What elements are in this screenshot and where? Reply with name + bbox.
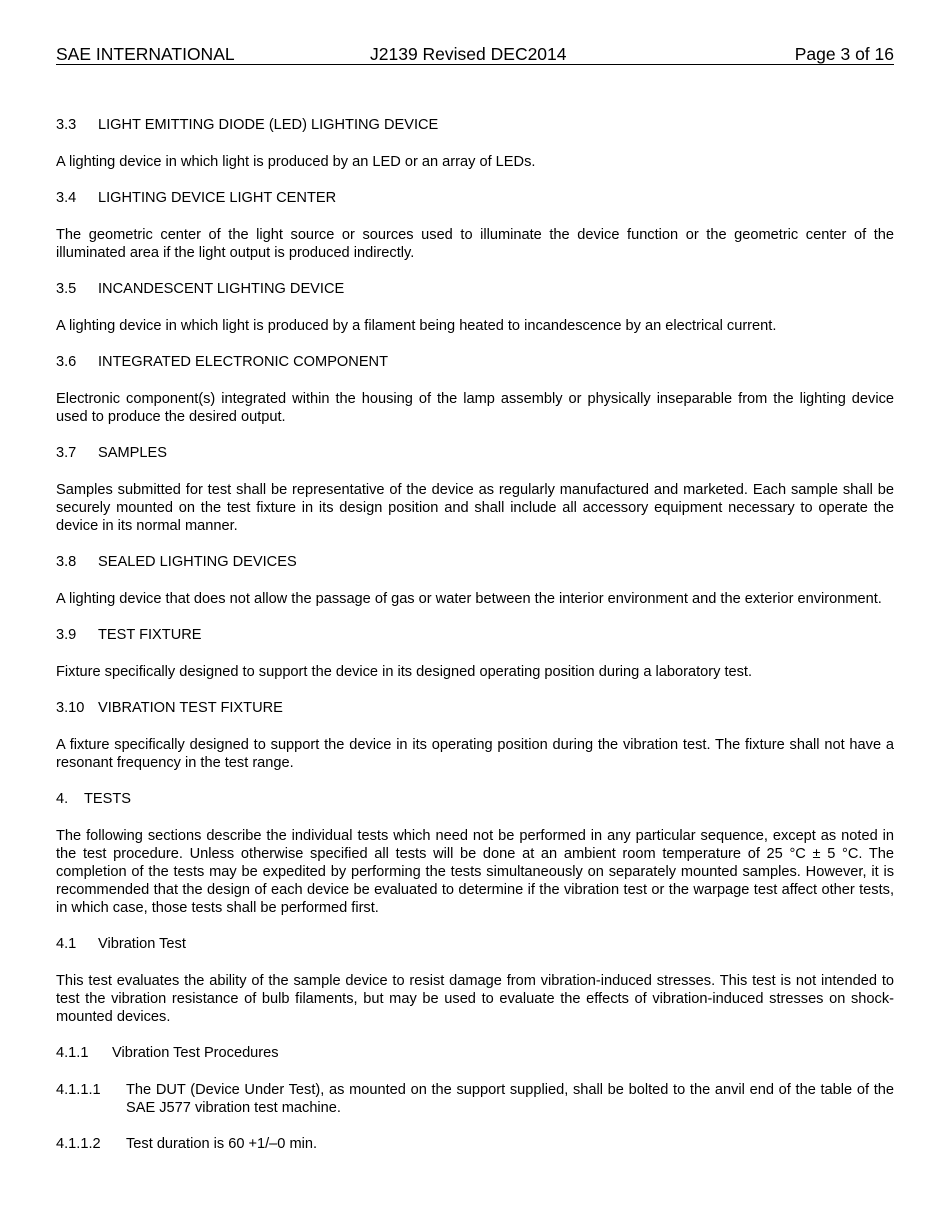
section-text-3-4: The geometric center of the light source or sources used to illuminate the device function or the geometric center of the illuminated area if the light output is produced indirectly. [56,226,894,261]
section-text-3-10: A fixture specifically designed to support the device in its operating position during the vibration test. The fixture shall not have a resonant frequency in the test range. [56,736,894,771]
section-heading-3-6 [56,353,894,371]
section-number: 3.6 [56,354,77,370]
section-heading-3-8 [56,553,894,571]
item-number: 4.1.1.1 [56,1081,101,1098]
section-number: 3.10 [56,700,85,716]
list-item-4-1-1-2 [56,1135,894,1153]
section-text-4: The following sections describe the individual tests which need not be performed in any particular sequence, except as noted in the test procedure. Unless otherwise specified all tests will be done at an ambient room temperature of 25 °C ± 5 °C. The completion of the tests may be expedited by performing the tests simultaneously on separately mounted samples. However, it is recommended that the design of each device be evaluated to determine if the vibration test or the warpage test affect other tests, in which case, those tests shall be performed first. [56,827,894,916]
section-number: 4.1 [56,936,77,952]
section-number: 4.1.1 [56,1045,89,1061]
section-heading-3-5 [56,280,894,298]
section-number: 3.5 [56,281,77,297]
section-title: SEALED LIGHTING DEVICES [98,554,297,570]
section-heading-3-4 [56,189,894,207]
section-heading-4-1 [56,935,894,953]
section-heading-4-1-1 [56,1044,894,1062]
section-heading-3-10 [56,699,894,717]
section-text-3-7: Samples submitted for test shall be representative of the device as regularly manufactured and marketed. Each sample shall be securely mounted on the test fixture in its design position and shall include all accessory equipment necessary to operate the device in its normal manner. [56,481,894,534]
page-header [56,44,894,65]
section-title: TESTS [84,791,132,807]
section-title: TEST FIXTURE [98,627,202,643]
section-number: 3.9 [56,627,77,643]
section-number: 3.7 [56,445,77,461]
section-text-3-6: Electronic component(s) integrated within the housing of the lamp assembly or physically inseparable from the lighting device used to produce the desired output. [56,390,894,425]
section-number: 3.8 [56,554,77,570]
section-title: INCANDESCENT LIGHTING DEVICE [98,281,345,297]
section-text-3-3: A lighting device in which light is produced by an LED or an array of LEDs. [56,153,536,170]
list-item-4-1-1-1 [56,1081,894,1117]
section-title: LIGHTING DEVICE LIGHT CENTER [98,190,337,206]
header-organization: SAE INTERNATIONAL [56,44,235,64]
section-title: INTEGRATED ELECTRONIC COMPONENT [98,354,389,370]
section-title: Vibration Test Procedures [112,1045,279,1061]
section-heading-3-3 [56,116,894,134]
section-text-3-5: A lighting device in which light is produced by a filament being heated to incandescence by an electrical current. [56,317,777,334]
item-number: 4.1.1.2 [56,1136,101,1152]
section-title: Vibration Test [98,936,186,952]
section-heading-4 [56,790,894,808]
header-page-number: Page 3 of 16 [794,44,894,64]
section-number: 3.4 [56,190,77,206]
section-title: LIGHT EMITTING DIODE (LED) LIGHTING DEVICE [98,117,439,133]
section-text-3-9: Fixture specifically designed to support the device in its designed operating position during a laboratory test. [56,663,753,680]
section-title: VIBRATION TEST FIXTURE [98,700,283,716]
item-text: Test duration is 60 +1/–0 min. [126,1136,318,1152]
section-number: 4. [56,791,69,807]
section-text-3-8: A lighting device that does not allow the passage of gas or water between the interior environment and the exterior environment. [56,590,882,607]
header-document-id: J2139 Revised DEC2014 [370,44,567,64]
section-heading-3-7 [56,444,894,462]
section-heading-3-9 [56,626,894,644]
section-title: SAMPLES [98,445,167,461]
item-text: The DUT (Device Under Test), as mounted on the support supplied, shall be bolted to the anvil end of the table of the SAE J577 vibration test machine. [126,1081,894,1116]
document-body [56,116,894,1153]
section-text-4-1: This test evaluates the ability of the sample device to resist damage from vibration-induced stresses. This test is not intended to test the vibration resistance of bulb filaments, but may be used to evaluate the effects of vibration-induced stresses on shock-mounted devices. [56,972,894,1025]
section-number: 3.3 [56,117,77,133]
